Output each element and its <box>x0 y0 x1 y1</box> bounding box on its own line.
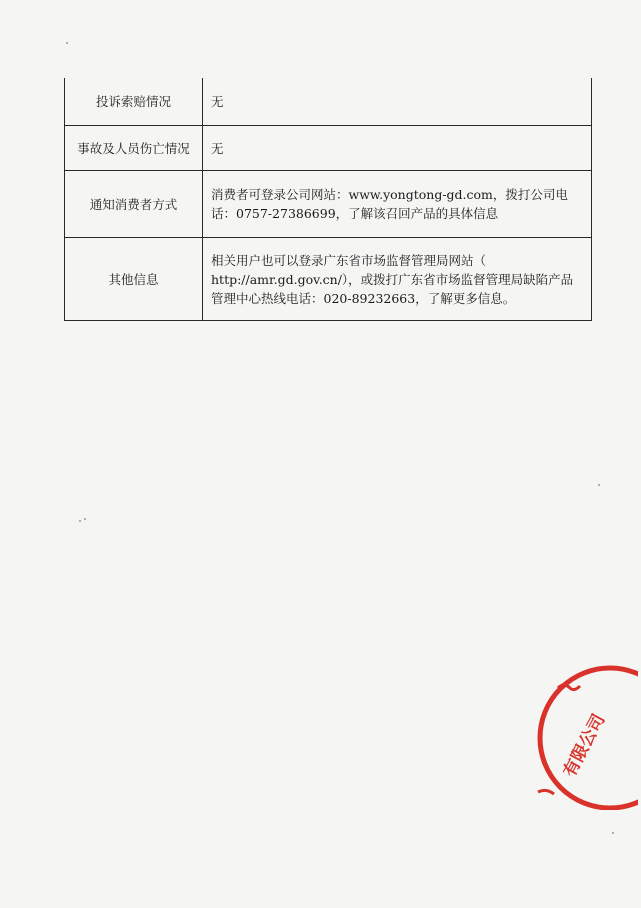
row-value-notify-method: 消费者可登录公司网站：www.yongtong-gd.com，拨打公司电话：0757-27386699，了解该召回产品的具体信息 <box>203 171 592 238</box>
scan-speck <box>79 520 81 522</box>
table-row <box>65 126 592 171</box>
table-row <box>65 238 592 321</box>
row-value-complaints: 无 <box>203 78 592 126</box>
scan-speck <box>612 832 614 834</box>
company-seal-icon <box>518 660 638 810</box>
scan-speck <box>84 518 86 520</box>
seal-text: 有限公司 <box>559 710 610 781</box>
table-row <box>65 171 592 238</box>
table-row <box>65 78 592 126</box>
row-label-notify-method: 通知消费者方式 <box>65 171 203 238</box>
recall-info-table <box>64 78 592 321</box>
row-label-other-info: 其他信息 <box>65 238 203 321</box>
row-label-complaints: 投诉索赔情况 <box>65 78 203 126</box>
row-value-accidents: 无 <box>203 126 592 171</box>
row-value-other-info: 相关用户也可以登录广东省市场监督管理局网站（ http://amr.gd.gov.cn/），或拨打广东省市场监督管理局缺陷产品管理中心热线电话：020-89232663，了解更多信息。 <box>203 238 592 321</box>
scan-speck <box>66 42 68 44</box>
row-label-accidents: 事故及人员伤亡情况 <box>65 126 203 171</box>
scan-speck <box>598 484 600 486</box>
